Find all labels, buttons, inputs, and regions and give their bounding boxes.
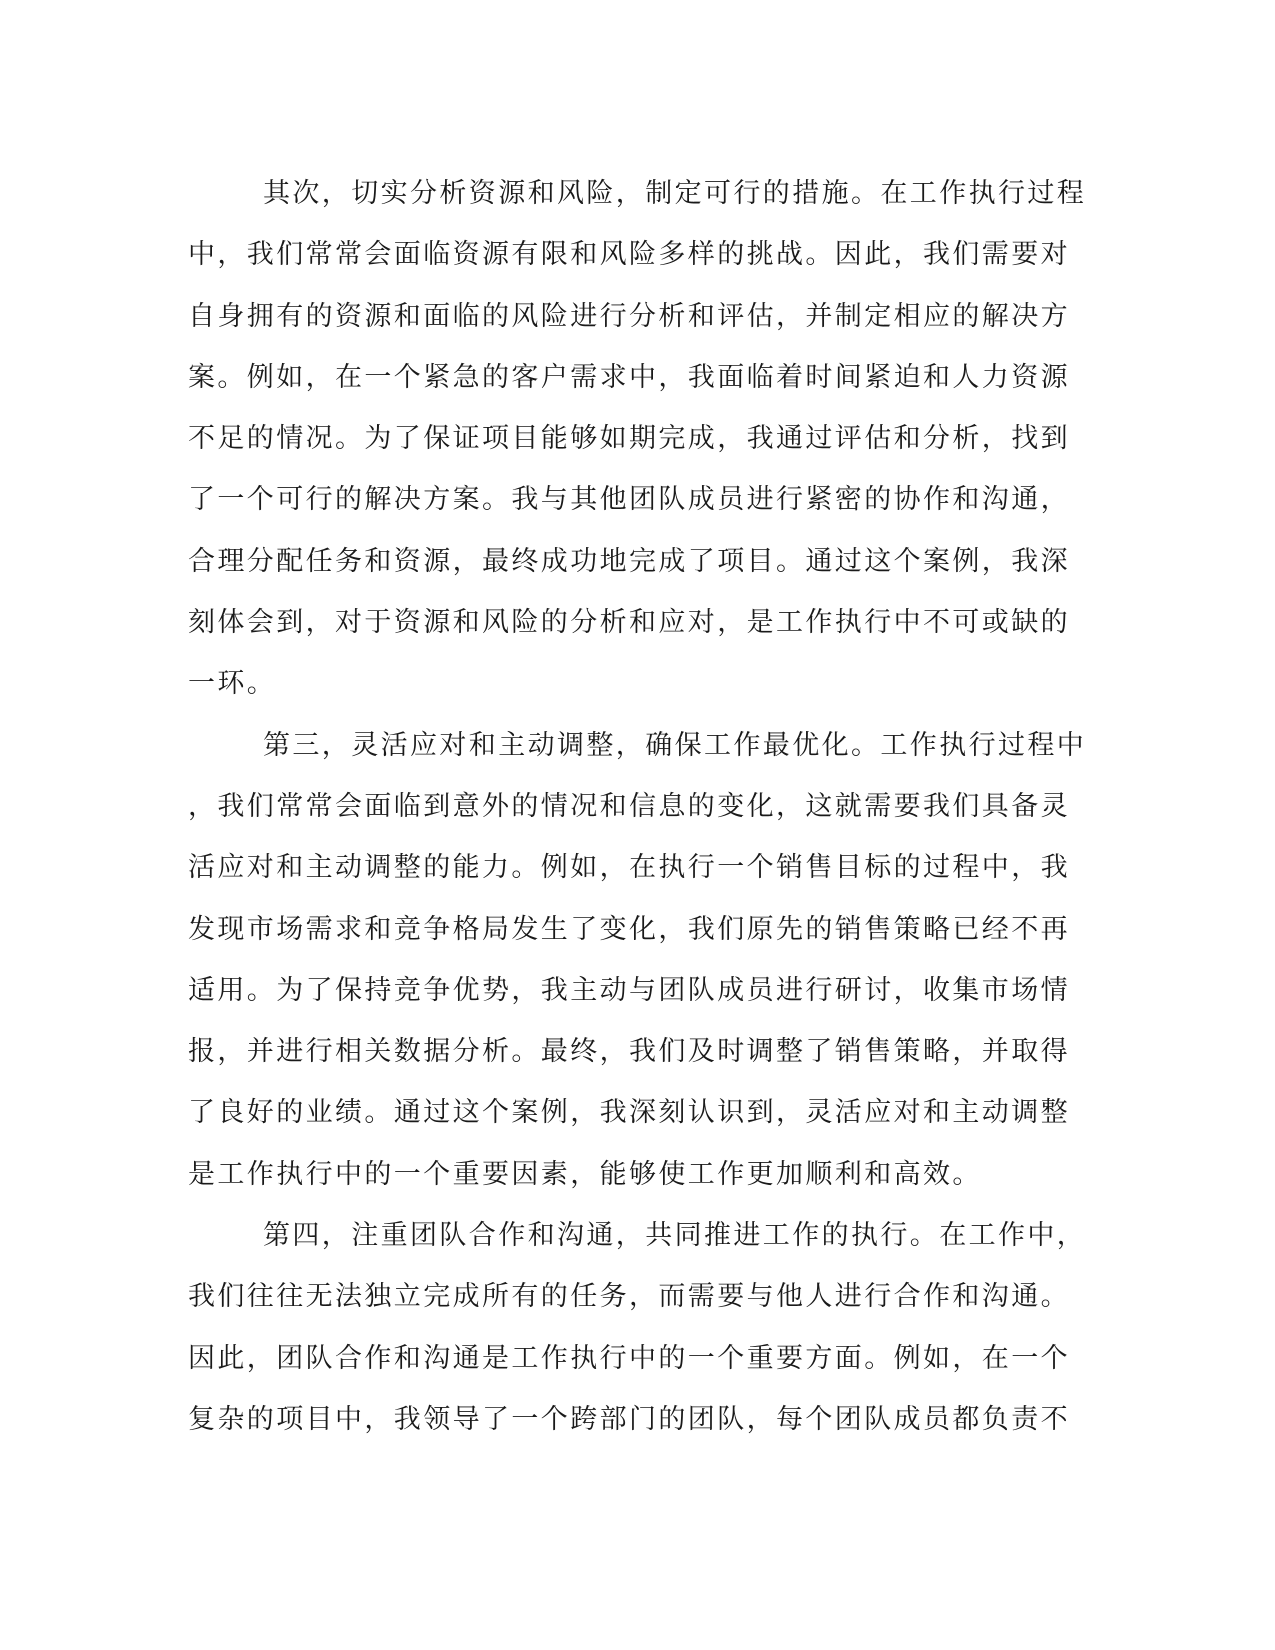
text-line: 了良好的业绩。通过这个案例，我深刻认识到，灵活应对和主动调整	[188, 1097, 1070, 1129]
text-line: 适用。为了保持竞争优势，我主动与团队成员进行研讨，收集市场情	[188, 974, 1070, 1006]
text-line: 复杂的项目中，我领导了一个跨部门的团队，每个团队成员都负责不	[188, 1403, 1070, 1435]
text-line: 自身拥有的资源和面临的风险进行分析和评估，并制定相应的解决方	[188, 300, 1070, 332]
text-line: 了一个可行的解决方案。我与其他团队成员进行紧密的协作和沟通，	[188, 484, 1070, 516]
paragraph-first-line: 第三，灵活应对和主动调整，确保工作最优化。工作执行过程中	[263, 729, 1087, 761]
text-line: 因此，团队合作和沟通是工作执行中的一个重要方面。例如，在一个	[188, 1342, 1070, 1374]
text-line: 我们往往无法独立完成所有的任务，而需要与他人进行合作和沟通。	[188, 1281, 1070, 1313]
text-line: 是工作执行中的一个重要因素，能够使工作更加顺利和高效。	[188, 1158, 982, 1190]
text-line: 刻体会到，对于资源和风险的分析和应对，是工作执行中不可或缺的	[188, 607, 1070, 639]
body-text	[188, 163, 1087, 1450]
text-line: ，我们常常会面临到意外的情况和信息的变化，这就需要我们具备灵	[188, 790, 1070, 822]
paragraph-first-line: 第四，注重团队合作和沟通，共同推进工作的执行。在工作中，	[263, 1220, 1087, 1252]
text-line: 活应对和主动调整的能力。例如，在执行一个销售目标的过程中，我	[188, 852, 1070, 884]
text-line: 一环。	[188, 668, 277, 700]
text-line: 合理分配任务和资源，最终成功地完成了项目。通过这个案例，我深	[188, 545, 1070, 577]
text-line: 不足的情况。为了保证项目能够如期完成，我通过评估和分析，找到	[188, 423, 1070, 455]
text-line: 报，并进行相关数据分析。最终，我们及时调整了销售策略，并取得	[188, 1036, 1070, 1068]
text-line: 发现市场需求和竞争格局发生了变化，我们原先的销售策略已经不再	[188, 913, 1070, 945]
text-line: 案。例如，在一个紧急的客户需求中，我面临着时间紧迫和人力资源	[188, 361, 1070, 393]
text-line: 中，我们常常会面临资源有限和风险多样的挑战。因此，我们需要对	[188, 239, 1070, 271]
paragraph-first-line: 其次，切实分析资源和风险，制定可行的措施。在工作执行过程	[263, 178, 1087, 209]
